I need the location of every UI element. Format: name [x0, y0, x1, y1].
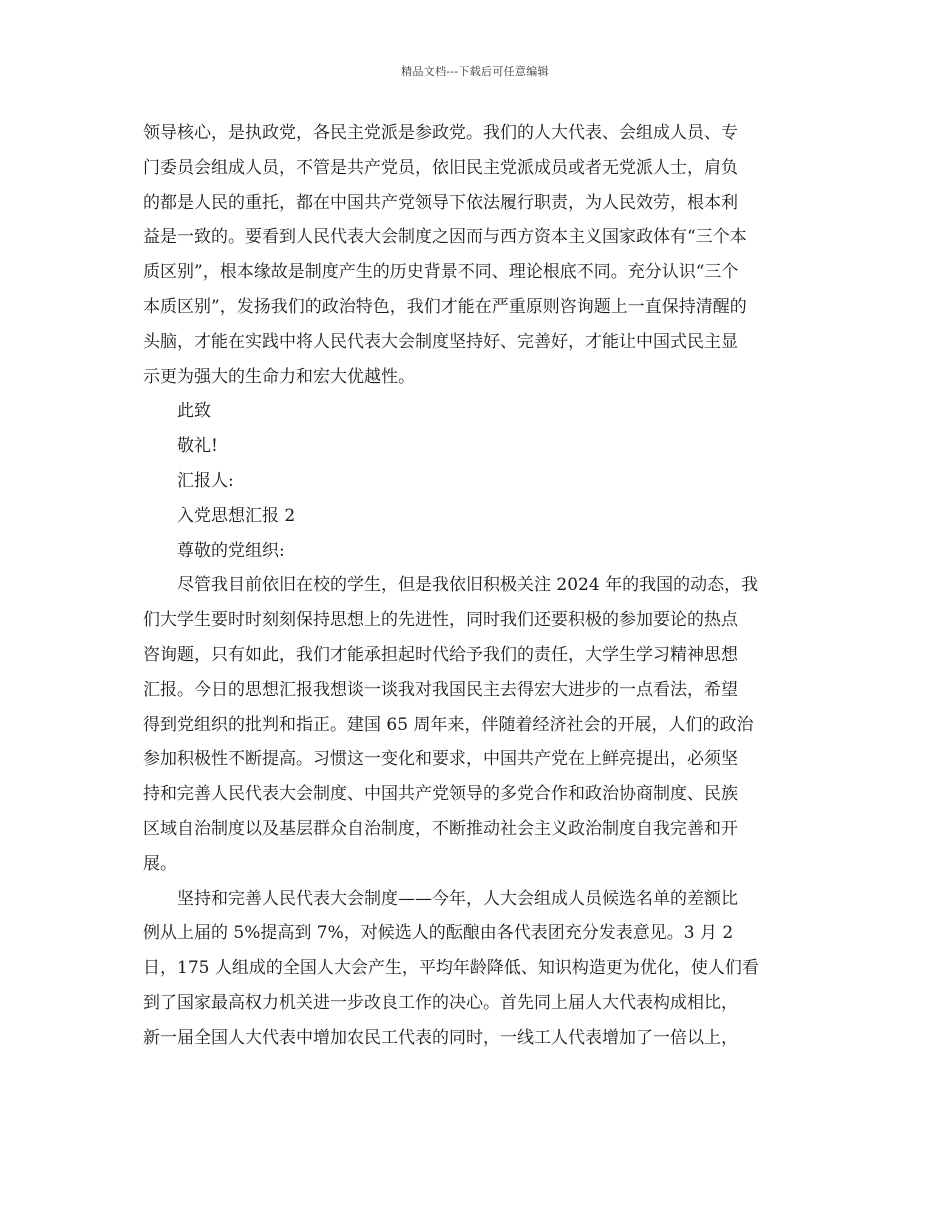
- page-header: 精品文档---下载后可任意编辑: [401, 65, 549, 78]
- text-line: 汇报。今日的思想汇报我想谈一谈我对我国民主去得宏大进步的一点看法，希望: [143, 679, 738, 700]
- text-line: 尊敬的党组织:: [177, 540, 285, 561]
- text-line: 们大学生要时时刻刻保持思想上的先进性，同时我们还要积极的参加要论的热点: [143, 610, 738, 631]
- text-line: 咨询题，只有如此，我们才能承担起时代给予我们的责任，大学生学习精神思想: [143, 644, 738, 665]
- text-line: 益是一致的。要看到人民代表大会制度之因而与西方资本主义国家政体有“三个本: [143, 227, 747, 248]
- document-body: [143, 116, 803, 1056]
- text-line: 展。: [143, 853, 177, 874]
- text-line: 新一届全国人大代表中增加农民工代表的同时，一线工人代表增加了一倍以上，: [143, 1027, 738, 1048]
- text-line: 参加积极性不断提高。习惯这一变化和要求，中国共产党在上鲜亮提出，必须坚: [143, 749, 738, 770]
- text-line: 尽管我目前依旧在校的学生，但是我依旧积极关注 2024 年的我国的动态，我: [177, 575, 759, 596]
- text-line: 到了国家最高权力机关进一步改良工作的决心。首先同上届人大代表构成相比，: [143, 992, 738, 1013]
- text-line: 区域自治制度以及基层群众自治制度，不断推动社会主义政治制度自我完善和开: [143, 818, 738, 839]
- text-line: 质区别”，根本缘故是制度产生的历史背景不同、理论根底不同。充分认识“三个: [143, 262, 739, 283]
- text-line: 入党思想汇报 2: [177, 505, 296, 526]
- text-line: 头脑，才能在实践中将人民代表大会制度坚持好、完善好，才能让中国式民主显: [143, 331, 738, 352]
- text-line: 坚持和完善人民代表大会制度——今年，人大会组成人员候选名单的差额比: [177, 888, 738, 909]
- text-line: 门委员会组成人员，不管是共产党员，依旧民主党派成员或者无党派人士，肩负: [143, 157, 738, 178]
- text-line: 持和完善人民代表大会制度、中国共产党领导的多党合作和政治协商制度、民族: [143, 784, 738, 805]
- text-line: 日，175 人组成的全国人大会产生，平均年龄降低、知识构造更为优化，使人们看: [143, 958, 759, 979]
- text-line: 的都是人民的重托，都在中国共产党领导下依法履行职责，为人民效劳，根本利: [143, 192, 738, 213]
- text-line: 此致: [177, 401, 211, 422]
- text-line: 汇报人:: [177, 470, 234, 491]
- text-line: 例从上届的 5%提高到 7%，对候选人的酝酿由各代表团充分发表意见。3 月 2: [143, 923, 734, 944]
- text-line: 领导核心，是执政党，各民主党派是参政党。我们的人大代表、会组成人员、专: [143, 123, 738, 143]
- text-line: 本质区别”，发扬我们的政治特色，我们才能在严重原则咨询题上一直保持清醒的: [143, 296, 747, 317]
- text-line: 示更为强大的生命力和宏大优越性。: [143, 366, 415, 387]
- text-line: 得到党组织的批判和指正。建国 65 周年来，伴随着经济社会的开展，人们的政治: [143, 714, 754, 735]
- text-line: 敬礼!: [177, 436, 218, 457]
